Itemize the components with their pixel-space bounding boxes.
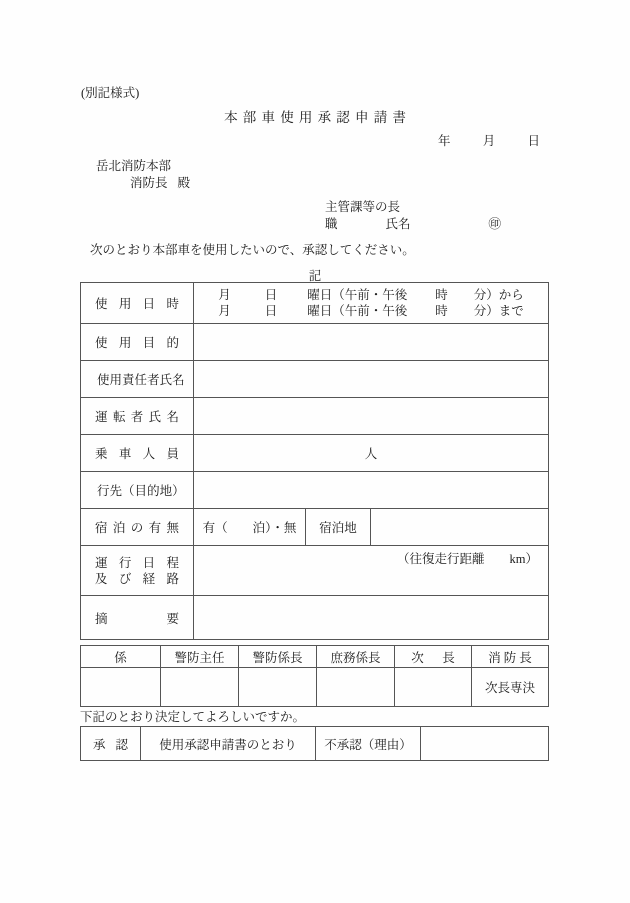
stamp-header-fire-defense-chief-clerk: 警防主任 bbox=[161, 646, 239, 668]
stamp-table-value-row bbox=[81, 668, 549, 707]
row-label-usage-purpose bbox=[81, 324, 194, 361]
label-char: ） bbox=[172, 484, 185, 498]
label-char: 氏 bbox=[148, 410, 162, 424]
to-month: 月 bbox=[218, 304, 231, 318]
label-char: 使 bbox=[95, 297, 108, 311]
date-line bbox=[438, 131, 540, 149]
to-day: 日 bbox=[264, 304, 278, 318]
row-value-route[interactable] bbox=[194, 546, 549, 596]
label-char: 責 bbox=[122, 373, 135, 387]
label-char: 任 bbox=[134, 373, 148, 387]
stamp-cell-deputy-chief[interactable] bbox=[395, 668, 472, 707]
page-title: 本部車使用承認申請書 bbox=[224, 110, 412, 125]
label-char: 行 bbox=[118, 555, 132, 570]
label-char: 氏 bbox=[159, 373, 173, 387]
stamp-cell-clerk[interactable] bbox=[81, 668, 161, 707]
date-year-label: 年 bbox=[438, 134, 451, 148]
applicant-signature-row bbox=[325, 216, 501, 233]
label-char: 者 bbox=[147, 373, 160, 387]
label-char: 用 bbox=[118, 336, 132, 350]
label-char: 宿 bbox=[95, 521, 108, 535]
applicant-header: 主管課等の長 bbox=[325, 200, 401, 214]
from-day: 日 bbox=[264, 287, 278, 302]
label-char: 車 bbox=[118, 447, 132, 461]
from-month: 月 bbox=[218, 287, 231, 302]
to-minute: 分）まで bbox=[473, 304, 524, 318]
decision-question: 下記のとおり決定してよろしいですか。 bbox=[80, 710, 306, 724]
date-day-label: 日 bbox=[527, 134, 541, 148]
label-char: 者 bbox=[130, 410, 144, 424]
label-char: 運 bbox=[95, 555, 108, 570]
usage-datetime-from-line bbox=[194, 287, 548, 304]
to-weekday-ampm: 曜日（午前・午後 bbox=[307, 304, 408, 318]
row-label-passengers bbox=[81, 435, 194, 472]
route-label-line-2 bbox=[87, 571, 187, 587]
label-char: 用 bbox=[118, 297, 132, 311]
label-char: 転 bbox=[112, 410, 126, 424]
decision-reject-value[interactable] bbox=[421, 727, 549, 761]
addressee-block bbox=[96, 158, 190, 192]
stamp-header-clerk: 係 bbox=[81, 646, 161, 668]
label-char: （ bbox=[122, 484, 135, 498]
date-month-label: 月 bbox=[482, 134, 496, 148]
decision-reject-label[interactable]: 不承認（理由） bbox=[316, 727, 421, 761]
label-char: 先 bbox=[109, 484, 123, 498]
label-char: 用 bbox=[109, 373, 123, 387]
label-char: 行 bbox=[97, 484, 110, 498]
label-char: 員 bbox=[166, 447, 179, 461]
label-char: 名 bbox=[172, 373, 185, 387]
from-minute: 分）から bbox=[473, 287, 524, 302]
label-char: 的 bbox=[147, 484, 160, 498]
table-row-route bbox=[81, 546, 549, 596]
stamp-cell-fire-defense-chief-clerk[interactable] bbox=[161, 668, 239, 707]
usage-datetime-text bbox=[194, 284, 548, 323]
row-label-route bbox=[81, 546, 194, 596]
stamp-header-general-affairs-section-chief: 庶務係長 bbox=[317, 646, 395, 668]
decision-row bbox=[81, 727, 549, 761]
label-char: 時 bbox=[166, 297, 179, 311]
intro-sentence: 次のとおり本部車を使用したいので、承認してください。 bbox=[90, 243, 415, 257]
label-char: 的 bbox=[166, 336, 179, 350]
route-label-line-1 bbox=[87, 555, 187, 571]
label-char: 程 bbox=[166, 555, 179, 570]
label-char: 日 bbox=[142, 297, 156, 311]
stamp-header-fire-defense-section-chief: 警防係長 bbox=[239, 646, 317, 668]
stamp-cell-fire-chief[interactable]: 次長専決 bbox=[472, 668, 549, 707]
label-char: 名 bbox=[166, 410, 179, 424]
label-char: の bbox=[130, 521, 144, 535]
label-char: 要 bbox=[166, 611, 179, 626]
from-hour: 時 bbox=[435, 287, 448, 302]
usage-datetime-to-line bbox=[194, 303, 548, 320]
label-char: 人 bbox=[142, 447, 156, 461]
approval-route-table bbox=[80, 645, 549, 707]
table-row-usage-purpose bbox=[81, 324, 549, 361]
row-value-destination[interactable] bbox=[194, 472, 549, 509]
mileage-note: （往復走行距離 km） bbox=[397, 551, 539, 566]
row-label-driver-name bbox=[81, 398, 194, 435]
seal-icon: ㊞ bbox=[488, 217, 502, 231]
from-weekday-ampm: 曜日（午前・午後 bbox=[307, 287, 408, 302]
row-label-responsible-person bbox=[81, 361, 194, 398]
label-char: 有 bbox=[148, 521, 162, 535]
row-value-usage-purpose[interactable] bbox=[194, 324, 549, 361]
row-label-remarks bbox=[81, 596, 194, 640]
label-char: 目 bbox=[142, 336, 156, 350]
decision-approve-text[interactable]: 使用承認申請書のとおり bbox=[141, 727, 316, 761]
label-char: 乗 bbox=[95, 447, 108, 461]
addressee-line-2 bbox=[96, 175, 190, 192]
applicant-name-label: 氏名 bbox=[385, 217, 411, 231]
stamp-cell-fire-defense-section-chief[interactable] bbox=[239, 668, 317, 707]
label-char: 経 bbox=[142, 571, 156, 586]
table-row-passengers bbox=[81, 435, 549, 472]
lodging-place-value[interactable] bbox=[371, 509, 549, 546]
label-char: 目 bbox=[134, 484, 148, 498]
form-code: (別記様式) bbox=[81, 86, 140, 100]
label-char: 日 bbox=[142, 555, 156, 570]
applicant-post-label: 職 bbox=[325, 217, 338, 231]
decision-table bbox=[80, 726, 549, 761]
addressee-title: 消防長 bbox=[130, 176, 168, 190]
stamp-table-header-row bbox=[81, 646, 549, 668]
lodging-option[interactable]: 有（ 泊）・無 bbox=[194, 509, 306, 546]
table-row-usage-datetime bbox=[81, 283, 549, 324]
row-value-driver-name[interactable] bbox=[194, 398, 549, 435]
label-char: 運 bbox=[95, 410, 108, 424]
row-label-destination bbox=[81, 472, 194, 509]
label-char: 泊 bbox=[112, 521, 126, 535]
label-char: 使 bbox=[97, 373, 110, 387]
label-char: 路 bbox=[166, 571, 179, 586]
label-char: 使 bbox=[95, 336, 108, 350]
table-row-lodging bbox=[81, 509, 549, 546]
row-value-responsible-person[interactable] bbox=[194, 361, 549, 398]
decision-approve-label: 承認 bbox=[81, 727, 141, 761]
table-row-destination bbox=[81, 472, 549, 509]
ki-mark: 記 bbox=[308, 269, 322, 283]
label-char: 摘 bbox=[95, 611, 108, 626]
table-row-responsible-person bbox=[81, 361, 549, 398]
row-value-remarks[interactable] bbox=[194, 596, 549, 640]
addressee-organization: 岳北消防本部 bbox=[96, 159, 172, 173]
row-value-passengers[interactable]: 人 bbox=[194, 435, 549, 472]
usage-application-table bbox=[80, 282, 549, 640]
label-char: 無 bbox=[166, 521, 179, 535]
to-hour: 時 bbox=[435, 304, 448, 318]
row-value-usage-datetime[interactable] bbox=[194, 283, 549, 324]
lodging-place-label: 宿泊地 bbox=[306, 509, 371, 546]
table-row-driver-name bbox=[81, 398, 549, 435]
row-label-usage-datetime bbox=[81, 283, 194, 324]
label-char: び bbox=[118, 571, 132, 586]
addressee-honorific: 殿 bbox=[177, 176, 191, 190]
label-char: 及 bbox=[95, 571, 108, 586]
stamp-header-deputy-chief: 次 長 bbox=[395, 646, 472, 668]
stamp-header-fire-chief: 消防長 bbox=[472, 646, 549, 668]
applicant-block bbox=[325, 199, 501, 233]
stamp-cell-general-affairs-section-chief[interactable] bbox=[317, 668, 395, 707]
row-label-lodging bbox=[81, 509, 194, 546]
table-row-remarks bbox=[81, 596, 549, 640]
label-char: 地 bbox=[159, 484, 173, 498]
